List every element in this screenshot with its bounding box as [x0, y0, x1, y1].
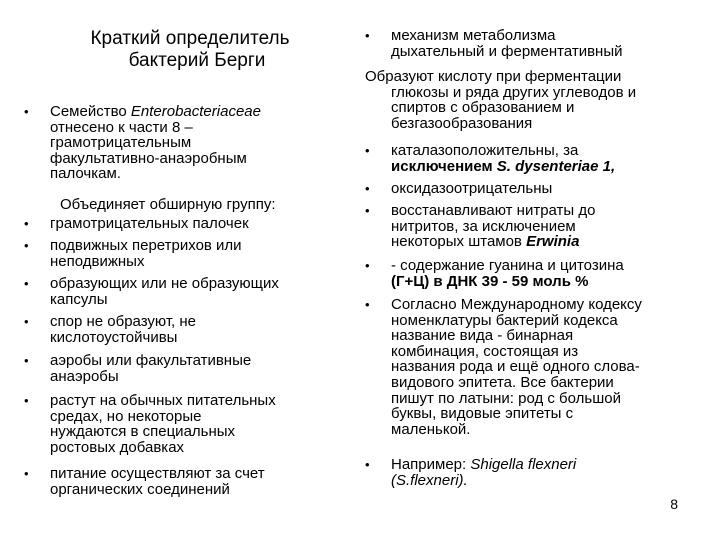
bullet-icon: • — [24, 393, 29, 408]
list-item: • - содержание гуанина и цитозина (Г+Ц) в ДНК 39 - 59 моль % — [365, 257, 624, 290]
slide-title — [30, 28, 350, 72]
bullet-icon: • — [24, 353, 29, 368]
bullet-icon: • — [24, 466, 29, 481]
paragraph: Образуют кислоту при ферментации глюкозы и ряда других углеводов и спиртов с образованием и безгазообрaзования — [365, 68, 637, 132]
title-line-1: Краткий определитель — [90, 28, 290, 49]
bullet-icon: • — [365, 28, 370, 43]
list-item: • механизм метаболизма дыхательный и ферментативный — [365, 27, 623, 60]
bullet-icon: • — [365, 203, 370, 218]
bullet-icon: • — [24, 104, 29, 119]
bullet-icon: • — [24, 314, 29, 329]
bullet-icon: • — [365, 181, 370, 196]
bullet-icon: • — [365, 457, 370, 472]
page-number: 8 — [670, 496, 678, 512]
bullet-icon: • — [365, 143, 370, 158]
list-item: • подвижных перетрихов или неподвижных — [24, 237, 242, 270]
bullet-icon: • — [24, 216, 29, 231]
bullet-icon: • — [365, 258, 370, 273]
list-item: • Семейство Enterobacteriaceae отнесено к части 8 – грамотрицательным факультативно-анаэробным палочкам. — [24, 103, 261, 183]
list-item: • восстанавливают нитраты до нитритов, за исключением некоторых штамов Erwinia — [365, 202, 596, 251]
list-item: • аэробы или факультативные анаэробы — [24, 352, 252, 385]
bullet-icon: • — [365, 297, 370, 312]
title-line-2: бактерий Берги — [128, 50, 266, 71]
bullet-icon: • — [24, 238, 29, 253]
list-item: • Например: Shigella flexneri (S.flexneri). — [365, 456, 577, 489]
list-item: • образующих или не образующих капсулы — [24, 275, 279, 308]
list-item: • оксидазоотрицательны — [365, 180, 553, 197]
list-item: • Согласно Международному кодексу номенклатуры бактерий кодекса название вида - бинарная комбинация, состоящая из названия рода и ещё одного слова- видового эпитета. Все бактерии пишут по латыни: род с большой буквы, видовые эпитеты с маленькой. — [365, 296, 642, 438]
list-item: • грамотрицательных палочек — [24, 215, 249, 232]
list-item: • растут на обычных питательных средах, но некоторые нуждаются в специальных ростовых добавках — [24, 392, 276, 456]
list-item: • питание осуществляют за счет органических соединений — [24, 465, 265, 498]
summary-text: Объединяет обширную группу: — [60, 196, 276, 213]
list-item: • каталазоположительны, за исключением S. dysenteriae 1, — [365, 142, 616, 175]
list-item: • спор не образуют, не кислотоустойчивы — [24, 313, 197, 346]
bullet-icon: • — [24, 276, 29, 291]
